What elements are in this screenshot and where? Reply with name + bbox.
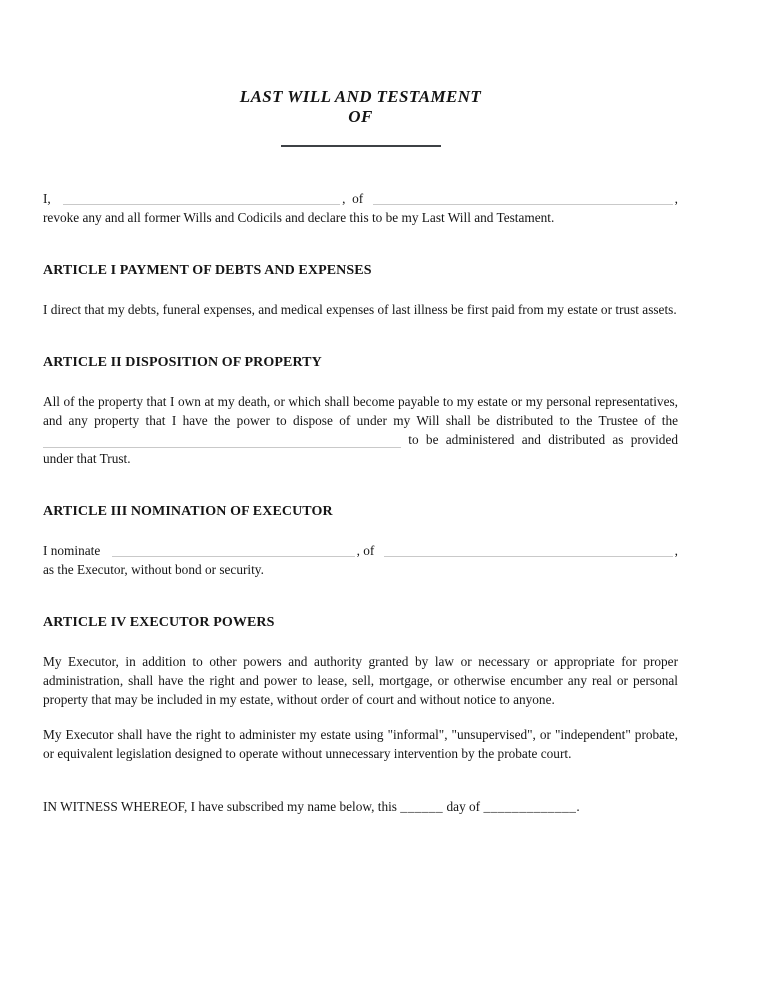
article2-heading: ARTICLE II DISPOSITION OF PROPERTY	[43, 355, 322, 370]
article2-body	[43, 392, 678, 468]
article4-paragraph2: My Executor shall have the right to administer my estate using "informal", "unsupervised", or "independent" probate, or equivalent legislation designed to operate without unnecessary intervention by the probate court.	[43, 727, 678, 761]
article1-heading: ARTICLE I PAYMENT OF DEBTS AND EXPENSES	[43, 263, 372, 278]
month-blank[interactable]: _____________	[483, 799, 577, 814]
witness-lead: IN WITNESS WHEREOF, I have subscribed my name below, this	[43, 799, 397, 814]
article3-connector: , of	[356, 543, 375, 558]
witness-period: .	[576, 799, 580, 814]
article4-paragraph1: My Executor, in addition to other powers and authority granted by law or necessary or appropriate for proper administration, shall have the right and power to lease, sell, mortgage, or otherwise encumber any real or personal property that may be included in my estate, without order of court and without notice to anyone.	[43, 654, 678, 707]
day-blank[interactable]: ______	[400, 799, 444, 814]
article4-heading: ARTICLE IV EXECUTOR POWERS	[43, 615, 275, 630]
article3-tail-comma: ,	[674, 543, 678, 558]
article3-lead: I nominate	[43, 543, 101, 558]
opening-fill-line	[43, 189, 678, 208]
opening-line2: revoke any and all former Wills and Codicils and declare this to be my Last Will and Testament.	[43, 210, 555, 225]
testator-name-title-blank[interactable]	[281, 145, 441, 147]
testator-residence-blank[interactable]	[373, 204, 673, 205]
opening-connector: , of	[342, 191, 364, 206]
document-title-line1: LAST WILL AND TESTAMENT	[239, 87, 482, 106]
article2-text-after-blank: to be administered and distributed as provided under that Trust.	[43, 432, 679, 466]
document-title	[43, 87, 678, 127]
article3-body	[43, 541, 678, 579]
witness-clause	[43, 797, 678, 816]
testator-name-blank[interactable]	[63, 204, 340, 205]
article3-fill-line	[43, 541, 678, 560]
article2-text-before-blank: All of the property that I own at my death, or which shall become payable to my estate or my personal representatives, and any property that I have the power to dispose of under my Will shall be distributed to the Trustee of the	[43, 394, 678, 428]
witness-mid: day of	[446, 799, 481, 814]
article3-heading: ARTICLE III NOMINATION OF EXECUTOR	[43, 504, 333, 519]
document-title-line2: OF	[348, 107, 373, 126]
opening-tail-comma: ,	[674, 191, 678, 206]
trust-name-blank[interactable]	[43, 443, 401, 448]
article1-body: I direct that my debts, funeral expenses, and medical expenses of last illness be first paid from my estate or trust assets.	[43, 302, 677, 317]
article3-line2: as the Executor, without bond or security.	[43, 562, 264, 577]
opening-lead: I,	[43, 191, 51, 206]
executor-residence-blank[interactable]	[384, 556, 672, 557]
opening-paragraph	[43, 189, 678, 227]
executor-name-blank[interactable]	[112, 556, 354, 557]
